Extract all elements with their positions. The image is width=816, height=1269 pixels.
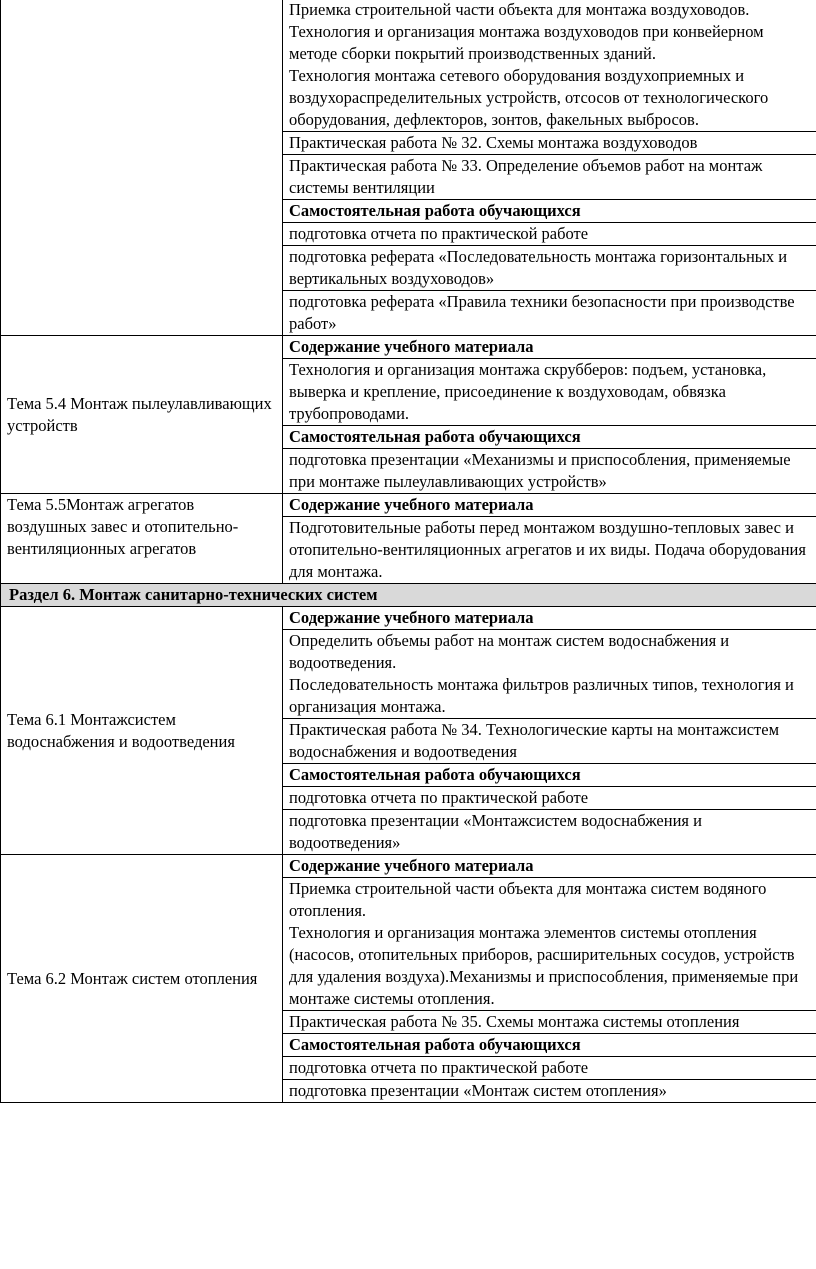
self-work-header: Самостоятельная работа обучающихся [283,200,816,223]
content-header: Содержание учебного материала [283,607,816,630]
practical-work: Практическая работа № 35. Схемы монтажа системы отопления [283,1011,816,1034]
content-line: Технология монтажа сетевого оборудования воздухоприемных и воздухораспределительных устройств, отсосов от технологического оборудования, дефлекторов, зонтов, факельных выбросов. [289,66,769,129]
content-line: Технология и организация монтажа элементов системы отопления (насосов, отопительных приборов, расширительных сосудов, устройств для удаления воздуха).Механизмы и приспособления, применяемые при монтаже системы отопления. [289,923,799,1008]
self-work-item: подготовка отчета по практической работе [283,223,816,246]
content-line: Технология и организация монтажа воздуховодов при конвейерном методе сборки покрытий производственных зданий. [289,22,764,63]
self-work-header: Самостоятельная работа обучающихся [283,764,816,787]
content-line: Последовательность монтажа фильтров различных типов, технология и организация монтажа. [289,675,794,716]
content-header: Содержание учебного материала [283,336,816,359]
table-row [1,336,816,359]
self-work-header: Самостоятельная работа обучающихся [283,426,816,449]
practical-work: Практическая работа № 34. Технологические карты на монтажсистем водоснабжения и водоотведения [283,719,816,764]
section-row [1,584,816,607]
table-row [1,494,816,517]
self-work-item: подготовка презентации «Механизмы и приспособления, применяемые при монтаже пылеулавливающих устройств» [283,449,816,494]
section-title: Раздел 6. Монтаж санитарно-технических систем [1,584,816,607]
topic-cell-empty [1,0,283,336]
table-row [1,0,816,132]
self-work-item: подготовка реферата «Правила техники безопасности при производстве работ» [283,291,816,336]
self-work-header: Самостоятельная работа обучающихся [283,1034,816,1057]
content-cell [283,630,816,719]
content-cell: Технология и организация монтажа скрубберов: подъем, установка, выверка и крепление, присоединение к воздуховодам, обвязка трубопроводами. [283,359,816,426]
self-work-item: подготовка презентации «Монтаж систем отопления» [283,1080,816,1103]
content-line: Приемка строительной части объекта для монтажа систем водяного отопления. [289,879,767,920]
topic-title: Тема 6.1 Монтажсистем водоснабжения и водоотведения [1,607,283,855]
self-work-item: подготовка реферата «Последовательность монтажа горизонтальных и вертикальных воздуховодов» [283,246,816,291]
topic-title: Тема 6.2 Монтаж систем отопления [1,855,283,1103]
content-cell [283,0,816,132]
table-row [1,607,816,630]
content-cell: Подготовительные работы перед монтажом воздушно-тепловых завес и отопительно-вентиляционных агрегатов и их виды. Подача оборудования для монтажа. [283,517,816,584]
practical-work: Практическая работа № 32. Схемы монтажа воздуховодов [283,132,816,155]
content-cell [283,878,816,1011]
topic-title: Тема 5.4 Монтаж пылеулавливающих устройств [1,336,283,494]
self-work-item: подготовка презентации «Монтажсистем водоснабжения и водоотведения» [283,810,816,855]
practical-work: Практическая работа № 33. Определение объемов работ на монтаж системы вентиляции [283,155,816,200]
self-work-item: подготовка отчета по практической работе [283,787,816,810]
content-header: Содержание учебного материала [283,855,816,878]
content-header: Содержание учебного материала [283,494,816,517]
self-work-item: подготовка отчета по практической работе [283,1057,816,1080]
content-line: Приемка строительной части объекта для монтажа воздуховодов. [289,0,750,19]
table-row [1,855,816,878]
content-line: Определить объемы работ на монтаж систем водоснабжения и водоотведения. [289,631,730,672]
topic-title: Тема 5.5Монтаж агрегатов воздушных завес и отопительно-вентиляционных агрегатов [1,494,283,584]
